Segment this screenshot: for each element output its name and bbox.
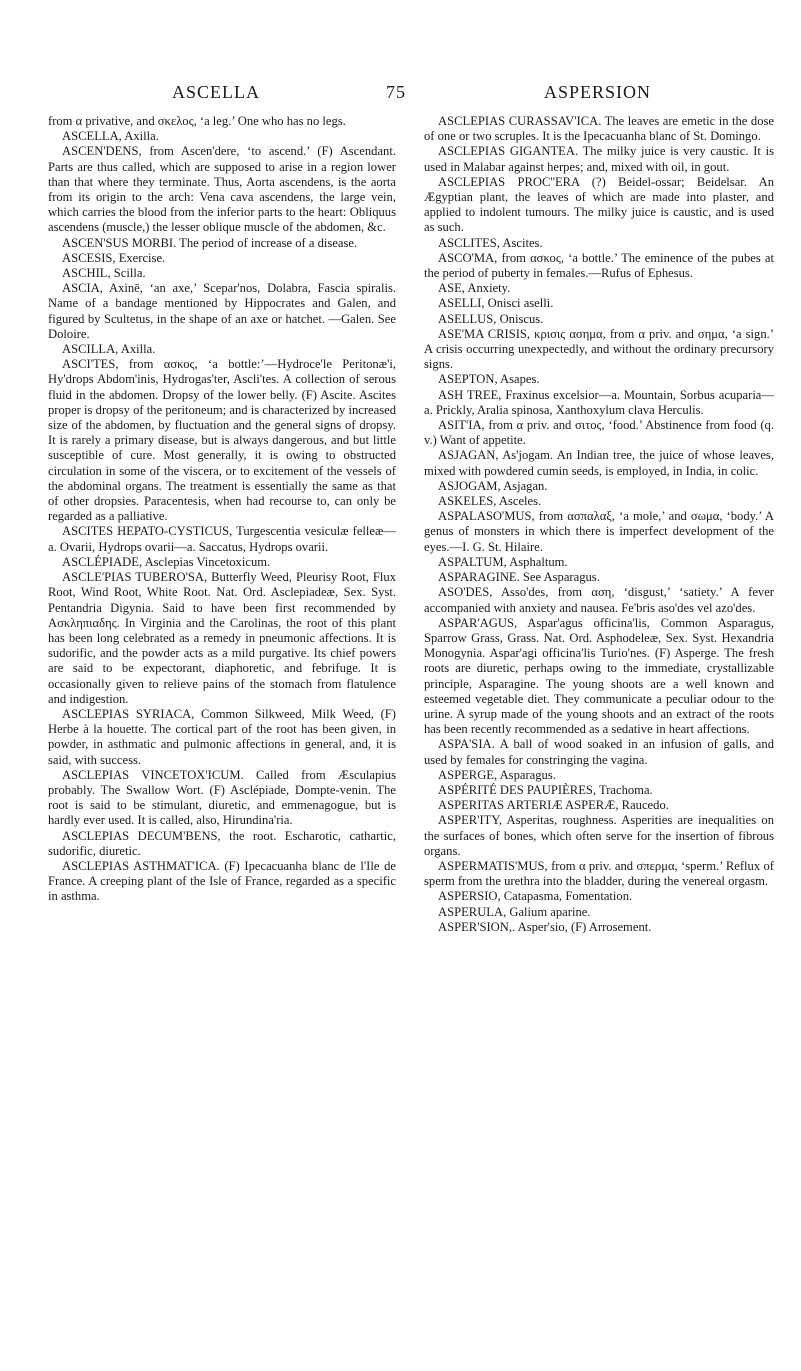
dictionary-entry: ASCI'TES, from ασκος, ‘a bottle:’—Hydroce'le Peritonæ'i, Hy'drops Abdom'inis, Hydrogas'ter, Ascli'tes. A collection of serous fluid in the abdomen. Dropsy of the lower belly. (F) Ascite. Ascites proper is dropsy of the peritoneum; and is characterized by increased size of the abdomen, by fluctuation and the general signs of dropsy. It is rarely a primary disease, but is always dangerous, and but little susceptible of cure. Most generally, it is owing to obstructed circulation in some of the viscera, or to excitement of the vessels of the abdominal organs. The treatment is essentially the same as that of other dropsies. Paracentesis, when had recourse to, can only be regarded as a palliative.: [48, 357, 396, 524]
dictionary-entry: ASCEN'SUS MORBI. The period of increase of a disease.: [62, 235, 358, 250]
dictionary-entry: ASELLUS, Oniscus.: [438, 311, 544, 326]
dictionary-entry: ASPARAGINE. See Asparagus.: [438, 570, 600, 585]
dictionary-entry: ASCLEPIAS PROC''ERA (?) Beidel-ossar; Beidelsar. An Ægyptian plant, the leaves of which are made into plaster, and applied to indolent tumours. The milky juice is caustic, and is used as such.: [424, 174, 774, 235]
dictionary-entry: ASCLEPIAS GIGANTEA. The milky juice is very caustic. It is used in Malabar against herpes; and, mixed with oil, in gout.: [424, 144, 774, 174]
dictionary-entry: ASPA'SIA. A ball of wood soaked in an infusion of galls, and used by females for constringing the vagina.: [424, 737, 774, 767]
dictionary-entry: ASIT'IA, from α priv. and σιτος, ‘food.’ Abstinence from food (q. v.) Want of appetite.: [424, 418, 774, 448]
dictionary-entry: ASCLEPIAS SYRIACA, Common Silkweed, Milk Weed, (F) Herbe à la houette. The cortical part of the root has been given, in powder, in asthmatic and pulmonic affections in general, and, it is said, with success.: [48, 706, 396, 767]
dictionary-entry: ASCLEPIAS CURASSAV'ICA. The leaves are emetic in the dose of one or two scruples. It is the Ipecacuanha blanc of St. Domingo.: [424, 114, 774, 144]
dictionary-entry: ASCELLA, Axilla.: [62, 129, 159, 144]
dictionary-entry: ASCO'MA, from ασκος, ‘a bottle.’ The eminence of the pubes at the period of puberty in females.—Rufus of Ephesus.: [424, 250, 774, 281]
dictionary-entry: ASCLEPIAS ASTHMAT'ICA. (F) Ipecacuanha blanc de l'Ile de France. A creeping plant of the Isle of France, regarded as a specific in asthma.: [48, 858, 396, 904]
dictionary-entry: ASCITES HEPATO-CYSTICUS, Turgescentia vesiculæ felleæ—a. Ovarii, Hydrops ovarii—a. Saccatus, Hydrops ovarii.: [48, 524, 396, 554]
dictionary-entry: ASCESIS, Exercise.: [62, 250, 166, 265]
dictionary-entry: ASCILLA, Axilla.: [62, 342, 156, 357]
dictionary-entry: ASJAGAN, As'jogam. An Indian tree, the juice of whose leaves, mixed with powdered cumin seeds, is employed, in India, in colic.: [424, 448, 774, 478]
dictionary-entry: ASPER'SION,. Asper'sio, (F) Arrosement.: [438, 919, 652, 934]
running-head: [0, 82, 801, 104]
dictionary-entry: ASPERMATIS'MUS, from α priv. and σπερμα, ‘sperm.’ Reflux of sperm from the urethra into the bladder, during the venereal orgasm.: [424, 858, 774, 889]
dictionary-entry: ASO'DES, Asso'des, from αση, ‘disgust,’ ‘satiety.’ A fever accompanied with anxiety and nausea. Fe'bris aso'des vel azo'des.: [424, 585, 774, 615]
dictionary-entry: ASPER'ITY, Asperitas, roughness. Asperities are inequalities on the surfaces of bones, which often serve for the insertion of fibrous organs.: [424, 813, 774, 858]
dictionary-entry: ASE, Anxiety.: [438, 281, 511, 296]
header-first-word: ASCELLA: [172, 82, 260, 102]
dictionary-entry: ASPAR'AGUS, Aspar'agus officina'lis, Common Asparagus, Sparrow Grass, Grass. Nat. Ord. Asphodeleæ, Sex. Syst. Hexandria Monogynia. Aspar'agi officina'lis Turio'nes. (F) Asperge. The fresh roots are diuretic, perhaps owing to the immediate, crystallizable principle, Asparagine. The young shoots are a well known and esteemed vegetable diet. They communicate a peculiar odour to the urine. A syrup made of the young shoots and an extract of the roots has been recently recommended as a sedative in heart affections.: [424, 615, 774, 737]
dictionary-entry: ASPERITAS ARTERIÆ ASPERÆ, Raucedo.: [438, 798, 669, 813]
dictionary-entry: from α privative, and σκελος, ‘a leg.’ One who has no legs.: [48, 114, 346, 128]
dictionary-entry: ASCLEPIAS VINCETOX'ICUM. Called from Æsculapius probably. The Swallow Wort. (F) Asclépiade, Dompte-venin. The root is said to be stimulant, diuretic, and emmenagogue, but is hardly ever used. It is called, also, Hirundina'ria.: [48, 767, 396, 828]
left-column: [48, 114, 396, 905]
dictionary-entry: ASJOGAM, Asjagan.: [438, 478, 548, 493]
dictionary-entry: ASH TREE, Fraxinus excelsior—a. Mountain, Sorbus acuparia—a. Prickly, Aralia spinosa, Xanthoxylum clava Herculis.: [424, 387, 774, 417]
dictionary-entry: ASPERSIO, Catapasma, Fomentation.: [438, 889, 633, 904]
dictionary-entry: ASPALTUM, Asphaltum.: [438, 554, 568, 569]
dictionary-entry: ASCLEPIAS DECUM'BENS, the root. Escharotic, cathartic, sudorific, diuretic.: [48, 828, 396, 858]
dictionary-entry: ASCLE'PIAS TUBERO'SA, Butterfly Weed, Pleurisy Root, Flux Root, Wind Root, White Root. Nat. Ord. Asclepiadeæ, Sex. Syst. Pentandria Digynia. Said to have been first recommended by Ασκληπιαδης. In Virginia and the Carolinas, the root of this plant has been long celebrated as a remedy in pneumonic affections. It is sudorific, and the powder acts as a mild purgative. Its chief powers are said to be expectorant, diaphoretic, and febrifuge. It is occasionally given to relieve pains of the stomach from flatulence and indigestion.: [48, 570, 396, 706]
dictionary-entry: ASELLI, Onisci aselli.: [438, 296, 554, 311]
dictionary-entry: ASPÉRITÉ DES PAUPIÈRES, Trachoma.: [438, 782, 653, 797]
dictionary-entry: ASKELES, Asceles.: [438, 494, 542, 509]
dictionary-entry: ASEPTON, Asapes.: [438, 372, 540, 387]
dictionary-entry: ASPERGE, Asparagus.: [438, 767, 556, 782]
dictionary-entry: ASCLÉPIADE, Asclepias Vincetoxicum.: [62, 554, 271, 569]
dictionary-entry: ASCIA, Axinē, ‘an axe,’ Scepar'nos, Dolabra, Fascia spiralis. Name of a bandage mentioned by Hippocrates and Galen, and figured by Scultetus, in the shape of an axe or hatchet. —Galen. See Doloire.: [48, 281, 396, 341]
dictionary-entry: ASCEN'DENS, from Ascen'dere, ‘to ascend.’ (F) Ascendant. Parts are thus called, which are supposed to arise in a region lower than that where they terminate. Thus, Aorta ascendens, is the aorta from its origin to the arch: Vena cava ascendens, the large vein, which carries the blood from the inferior parts to the heart: Obliquus ascendens (muscle,) the lesser oblique muscle of the abdomen, &c.: [48, 144, 396, 235]
dictionary-entry: ASCLITES, Ascites.: [438, 235, 543, 250]
dictionary-entry: ASE'MA CRISIS, κρισις ασημα, from α priv. and σημα, ‘a sign.’ A crisis occurring unexpectedly, and without the ordinary precursory signs.: [424, 326, 774, 372]
page-number: 75: [386, 82, 406, 102]
dictionary-entry: ASCHIL, Scilla.: [62, 266, 146, 281]
dictionary-entry: ASPERULA, Galium aparine.: [438, 904, 591, 919]
header-last-word: ASPERSION: [544, 82, 652, 102]
dictionary-entry: ASPALASO'MUS, from ασπαλαξ, ‘a mole,’ and σωμα, ‘body.’ A genus of monsters in which there is imperfect development of the eyes.—I. G. St. Hilaire.: [424, 509, 774, 554]
right-column: [424, 114, 774, 935]
